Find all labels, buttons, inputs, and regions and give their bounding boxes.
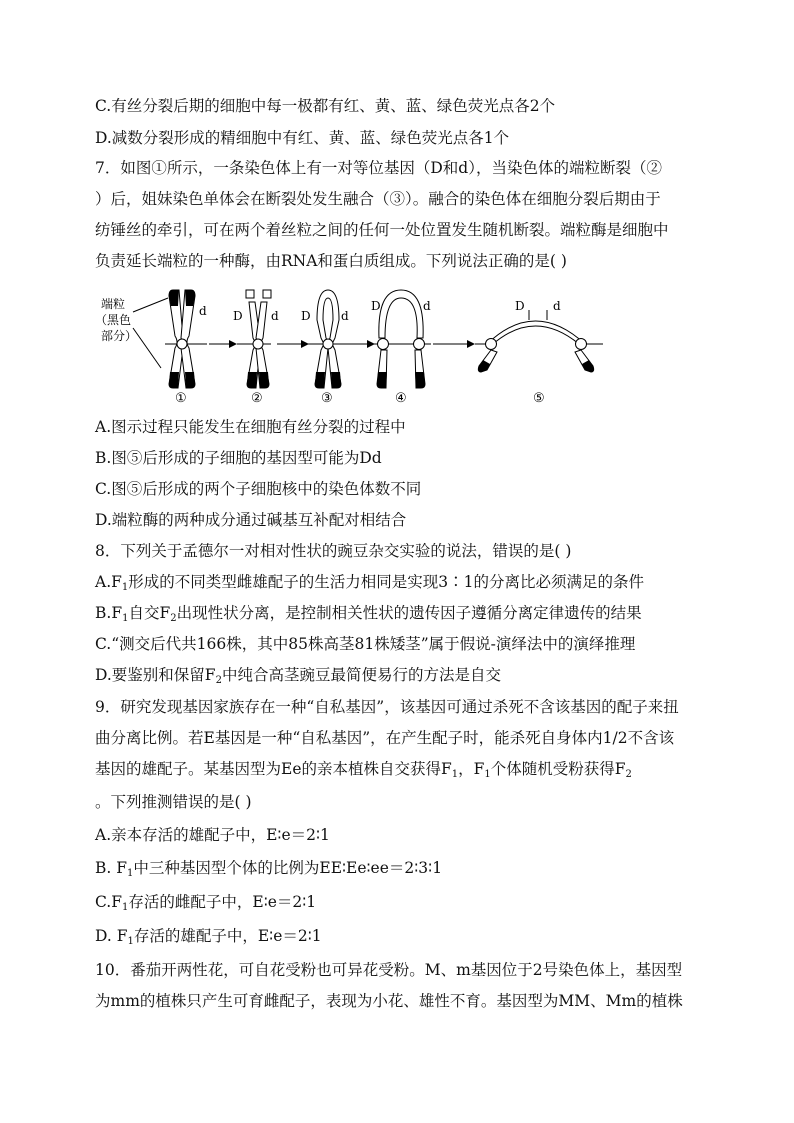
chromosome-figure xyxy=(95,280,615,405)
q7-option-a: A.图示过程只能发生在细胞有丝分裂的过程中 xyxy=(95,418,406,436)
gene-d-label-1: d xyxy=(199,304,207,318)
chromosome-step-1 xyxy=(165,290,207,405)
gene-d-label-5: d xyxy=(553,299,561,313)
q10-stem-line-2: 为mm的植株只产生可育雌配子，表现为小花、雄性不育。基因型为MM、Mm的植株 xyxy=(95,992,683,1010)
gene-d-label-2: d xyxy=(271,309,279,323)
q7-stem-line-2: ）后，姐妹染色单体会在断裂处发生融合（③）。融合的染色体在细胞分裂后期由于 xyxy=(95,190,661,208)
step-label-1: ① xyxy=(175,391,187,405)
gene-d-label-3: d xyxy=(341,309,349,323)
q6-option-c: C.有丝分裂后期的细胞中每一极都有红、黄、蓝、绿色荧光点各2个 xyxy=(95,97,556,115)
q9-option-c: $C.F_1$存活的雌配子中，E∶e＝2∶1 xyxy=(95,893,317,913)
telomere-label-line-2: （黑色 xyxy=(95,313,132,327)
q9-stem-line-3: 基因的雄配子。某基因型为Ee的亲本植株自交获得$F_1$，$F_1$个体随机受粉获得$F_2$ xyxy=(95,760,632,780)
gene-d-label-4: d xyxy=(423,299,431,313)
q9-stem-line-1: 9．研究发现基因家族存在一种“自私基因”，该基因可通过杀死不含该基因的配子来扭 xyxy=(95,698,679,716)
gene-D-label-5: D xyxy=(515,299,525,313)
q10-stem-line-1: 10．番茄开两性花，可自花受粉也可异花受粉。M、m基因位于2号染色体上，基因型 xyxy=(95,961,683,979)
q9-option-b: B. $F_1$中三种基因型个体的比例为EE∶Ee∶ee＝2∶3∶1 xyxy=(95,859,443,879)
q9-option-d: D. $F_1$存活的雄配子中，E∶e＝2∶1 xyxy=(95,927,322,947)
q8-option-a: $A.F_1$形成的不同类型雌雄配子的生活力相同是实现3∶1的分离比必须满足的条件 xyxy=(95,573,644,593)
chromosome-step-4 xyxy=(371,290,431,405)
chromosome-step-2 xyxy=(233,290,279,405)
step-label-4: ④ xyxy=(395,391,407,405)
chromosome-step-3 xyxy=(301,290,349,405)
q8-option-d: D.要鉴别和保留$F_2$中纯合高茎豌豆最简便易行的方法是自交 xyxy=(95,666,501,686)
q7-option-d: D.端粒酶的两种成分通过碱基互补配对相结合 xyxy=(95,511,407,529)
chromosome-step-5 xyxy=(475,299,603,405)
q7-stem-line-3: 纺锤丝的牵引，可在两个着丝粒之间的任何一处位置发生随机断裂。端粒酶是细胞中 xyxy=(95,221,669,239)
q9-stem-line-2: 曲分离比例。若E基因是一种“自私基因”，在产生配子时，能杀死自身体内1/2不含该 xyxy=(95,729,675,747)
q8-option-b: $B.F_1$自交$F_2$出现性状分离，是控制相关性状的遗传因子遵循分离定律遗传的结果 xyxy=(95,604,642,624)
telomere-label-line-3: 部分） xyxy=(101,329,138,343)
step-label-2: ② xyxy=(251,391,263,405)
gene-D-label-3: D xyxy=(301,309,311,323)
telomere-label-line-1: 端粒 xyxy=(101,297,126,311)
q9-option-a: A.亲本存活的雄配子中，E∶e＝2∶1 xyxy=(95,826,330,844)
q7-stem-line-4: 负责延长端粒的一种酶，由RNA和蛋白质组成。下列说法正确的是( ) xyxy=(95,252,567,270)
q6-option-d: D.减数分裂形成的精细胞中有红、黄、蓝、绿色荧光点各1个 xyxy=(95,129,510,147)
step-label-3: ③ xyxy=(321,391,333,405)
q7-option-b: B.图⑤后形成的子细胞的基因型可能为Dd xyxy=(95,449,382,467)
gene-D-label-2: D xyxy=(233,309,243,323)
q7-stem-line-1: 7．如图①所示，一条染色体上有一对等位基因（D和d），当染色体的端粒断裂（② xyxy=(95,159,662,177)
gene-D-label-4: D xyxy=(371,299,381,313)
step-label-5: ⑤ xyxy=(533,391,545,405)
q7-option-c: C.图⑤后形成的两个子细胞核中的染色体数不同 xyxy=(95,480,422,498)
q8-stem: 8．下列关于孟德尔一对相对性状的豌豆杂交实验的说法，错误的是( ) xyxy=(95,542,572,560)
q9-stem-line-4: 。下列推测错误的是( ) xyxy=(95,793,252,811)
q8-option-c: C.“测交后代共166株，其中85株高茎81株矮茎”属于假说-演绎法中的演绎推理 xyxy=(95,635,636,653)
